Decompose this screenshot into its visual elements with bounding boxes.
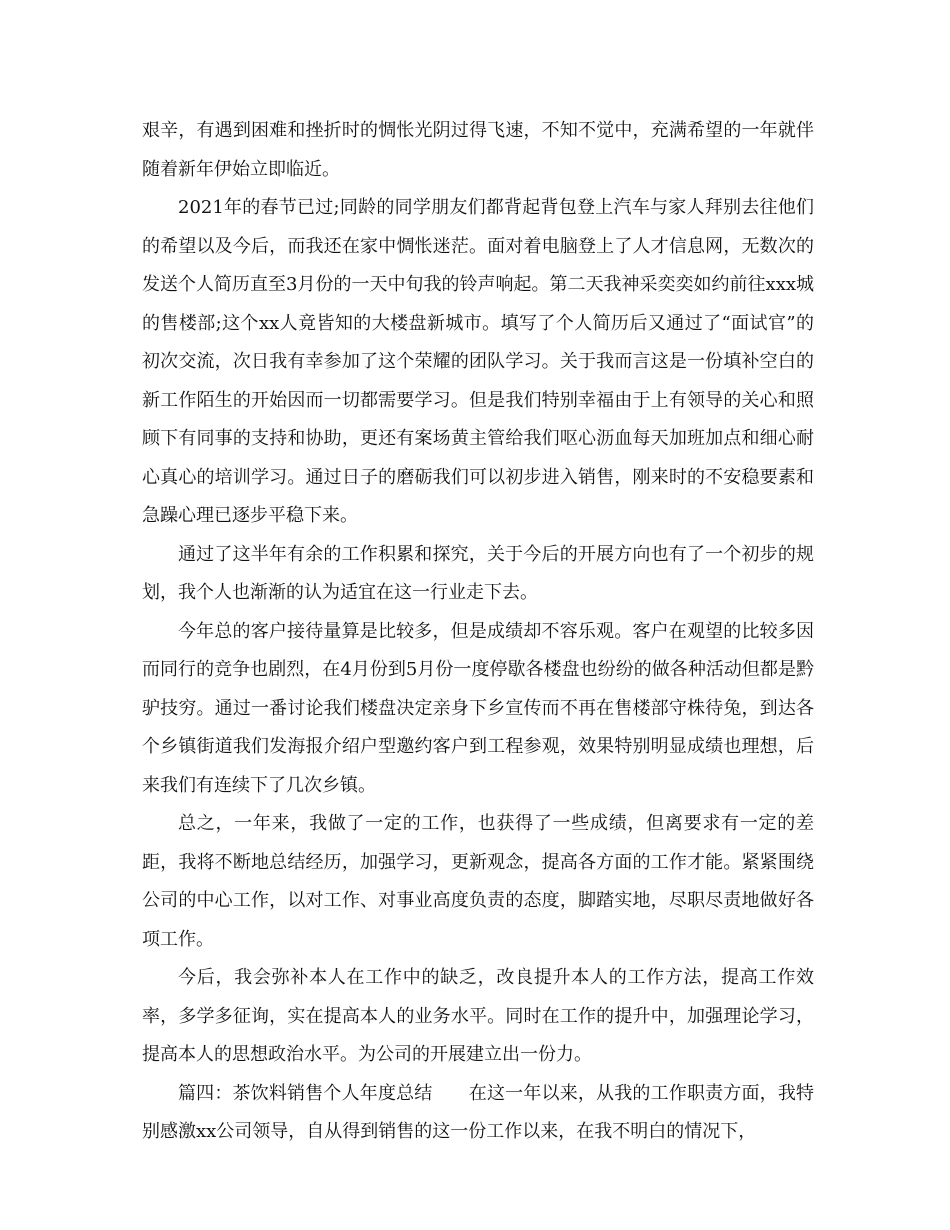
paragraph-5: 总之，一年来，我做了一定的工作，也获得了一些成绩，但离要求有一定的差距，我将不断地总结经历，加强学习，更新观念，提高各方面的工作才能。紧紧围绕公司的中心工作，以对工作、对事业高度负责的态度，脚踏实地，尽职尽责地做好各项工作。 <box>142 813 814 950</box>
paragraph-3: 通过了这半年有余的工作积累和探究，关于今后的开展方向也有了一个初步的规划，我个人也渐渐的认为适宜在这一行业走下去。 <box>142 543 814 603</box>
paragraph-4: 今年总的客户接待量算是比较多，但是成绩却不容乐观。客户在观望的比较多因而同行的竞争也剧烈，在4月份到5月份一度停歇各楼盘也纷纷的做各种活动但都是黔驴技穷。通过一番讨论我们楼盘决定亲身下乡宣传而不再在售楼部守株待兔，到达各个乡镇街道我们发海报介绍户型邀约客户到工程参观，效果特别明显成绩也理想，后来我们有连续下了几次乡镇。 <box>142 620 814 796</box>
paragraph-2: 2021年的春节已过;同龄的同学朋友们都背起背包登上汽车与家人拜别去往他们的希望以及今后，而我还在家中惆怅迷茫。面对着电脑登上了人才信息网，无数次的发送个人简历直至3月份的一天中旬我的铃声响起。第二天我神采奕奕如约前往xxx城的售楼部;这个xx人竟皆知的大楼盘新城市。填写了个人简历后又通过了“面试官”的初次交流，次日我有幸参加了这个荣耀的团队学习。关于我而言这是一份填补空白的新工作陌生的开始因而一切都需要学习。但是我们特别幸福由于上有领导的关心和照顾下有同事的支持和协助，更还有案场黄主管给我们呕心沥血每天加班加点和细心耐心真心的培训学习。通过日子的磨砺我们可以初步进入销售，刚来时的不安稳要素和急躁心理已逐步平稳下来。 <box>142 197 814 526</box>
paragraph-1: 艰辛，有遇到困难和挫折时的惆怅光阴过得飞速，不知不觉中，充满希望的一年就伴随着新年伊始立即临近。 <box>142 120 814 180</box>
document-body <box>142 112 814 1152</box>
paragraph-7: 篇四：茶饮料销售个人年度总结 在这一年以来，从我的工作职责方面，我特别感激xx公司领导，自从得到销售的这一份工作以来，在我不明白的情况下， <box>142 1082 814 1142</box>
paragraph-6: 今后，我会弥补本人在工作中的缺乏，改良提升本人的工作方法，提高工作效率，多学多征询，实在提高本人的业务水平。同时在工作的提升中，加强理论学习，提高本人的思想政治水平。为公司的开展建立出一份力。 <box>142 967 814 1065</box>
